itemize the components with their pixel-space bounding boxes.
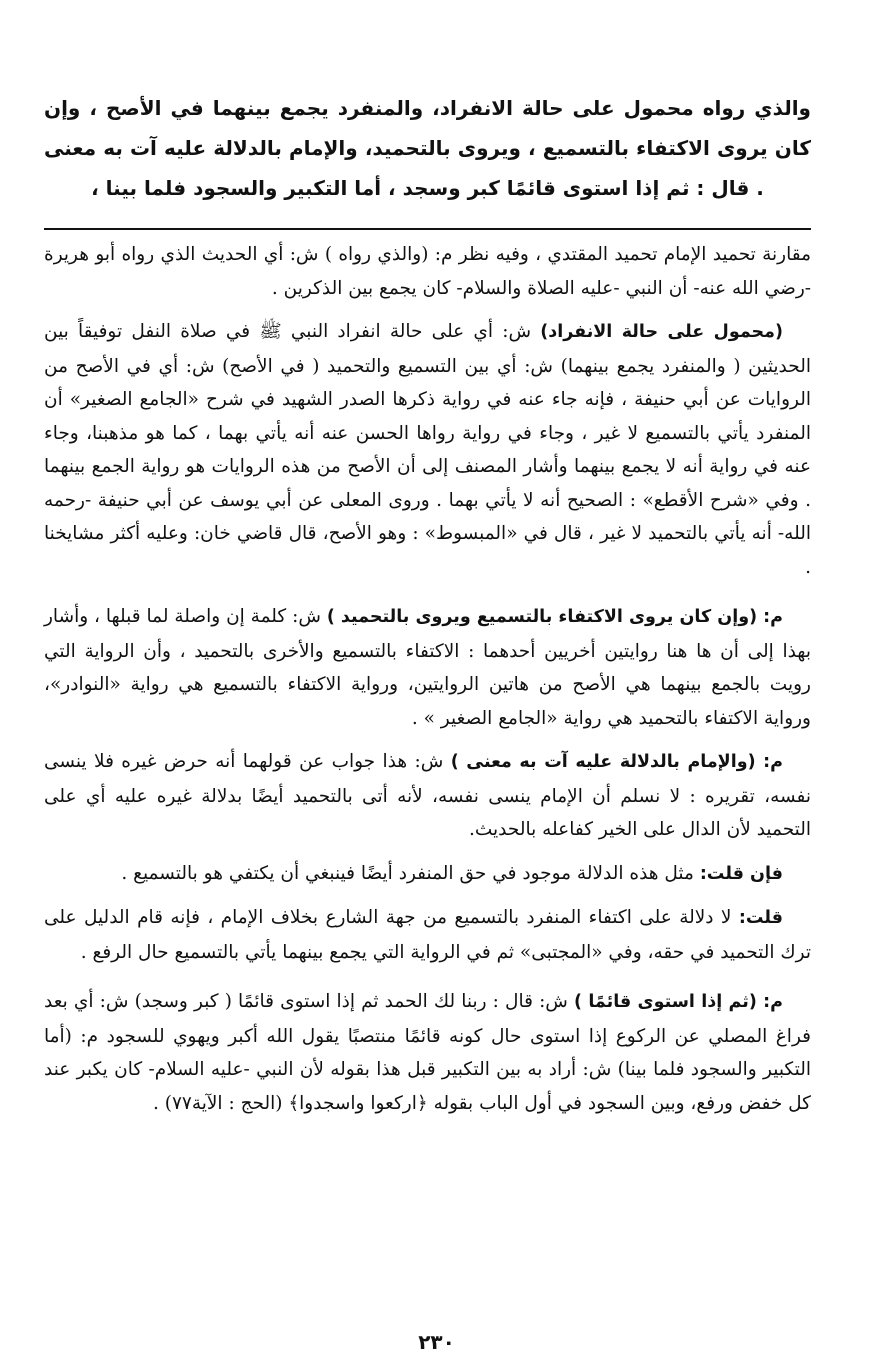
page-number: ٢٣٠ xyxy=(418,1330,455,1354)
commentary-paragraph-7: م: (ثم إذا استوى قائمًا ) ش: قال : ربنا لك الحمد ثم إذا استوى قائمًا ( كبر وسجد) ش: أي بعد فراغ المصلي عن الركوع إذا استوى حال كونه قائمًا منتصبًا يقول الله أكبر ويهوي للسجود م: (أما التكبير والسجود فلما بينا) ش: أراد به بين التكبير قبل هذا بقوله لأن النبي -عليه السلام- كان يكبر عند كل خفض ورفع، وبين السجود في أول الباب بقوله ﴿اركعوا واسجدوا﴾ (الحج : الآية٧٧) . xyxy=(44,991,811,1114)
commentary-paragraph-3: م: (وإن كان يروى الاكتفاء بالتسميع ويروى بالتحميد ) ش: كلمة إن واصلة لما قبلها ، وأشار بهذا إلى أن ها هنا روايتين أخريين أحدهما : الاكتفاء بالتسميع والأخرى بالتحميد ، وأن الرواية التي رويت بالجمع بينهما هي الأصح من هاتين الروايتين، ورواية الاكتفاء بالتسميع هي رواية «النوادر»، ورواية الاكتفاء بالتحميد هي رواية «الجامع الصغير » . xyxy=(44,606,811,729)
commentary-paragraph-4: م: (والإمام بالدلالة عليه آت به معنى ) ش: هذا جواب عن قولهما أنه حرض غيره فلا ينسى نفسه، تقريره : لا نسلم أن الإمام ينسى نفسه، لأنه أتى بالتحميد أيضًا بدلالة غيره عليه أي على التحميد لأن الدال على الخير كفاعله بالحديث. xyxy=(44,751,811,840)
commentary-paragraph-6: قلت: لا دلالة على اكتفاء المنفرد بالتسميع من جهة الشارع بخلاف الإمام ، فإنه قام الدليل على ترك التحميد في حقه، وفي «المجتبى» ثم في الرواية التي يجمع بينهما يأتي بالتسميع حال الرفع . xyxy=(44,907,811,963)
commentary xyxy=(44,238,811,1120)
separator-rule xyxy=(44,228,811,230)
commentary-paragraph-5: فإن قلت: مثل هذه الدلالة موجود في حق المنفرد أيضًا فينبغي أن يكتفي هو بالتسميع . xyxy=(121,862,783,884)
matn-text: والذي رواه محمول على حالة الانفراد، والمنفرد يجمع بينهما في الأصح ، وإن كان يروى الاكتفاء بالتسميع ، ويروى بالتحميد، والإمام بالدلالة عليه آت به معنى . قال : ثم إذا استوى قائمًا كبر وسجد ، أما التكبير والسجود فلما بينا ، xyxy=(44,96,811,200)
commentary-paragraph-2: (محمول على حالة الانفراد) ش: أي على حالة انفراد النبي ﷺ في صلاة النفل توفيقاً بين الحديثين ( والمنفرد يجمع بينهما) ش: أي بين التسميع والتحميد ( في الأصح) ش: أي في الأصح من الروايات عن أبي حنيفة ، فإنه جاء عنه في رواية ذكرها الصدر الشهيد في شرح «الجامع الصغير» أن المنفرد يأتي بالتسميع لا غير ، وجاء في رواية رواها الحسن عنه أنه يأتي بهما ، كما هو مذهبنا، وجاء عنه في رواية أنه لا يجمع بينهما وأشار المصنف إلى أن الأصح من هذه الروايات هو رواية الجمع بينهما . وفي «شرح الأقطع» : الصحيح أنه لا يأتي بهما . وروى المعلى عن أبي يوسف عن أبي حنيفة -رحمه الله- أنه يأتي بالتحميد لا غير ، قال في «المبسوط» : وهو الأصح، قال قاضي خان: وعليه أكثر مشايخنا . xyxy=(44,321,811,578)
commentary-paragraph-1: مقارنة تحميد الإمام تحميد المقتدي ، وفيه نظر م: (والذي رواه ) ش: أي الحديث الذي رواه أبو هريرة -رضي الله عنه- أن النبي -عليه الصلاة والسلام- كان يجمع بين الذكرين . xyxy=(44,244,811,299)
